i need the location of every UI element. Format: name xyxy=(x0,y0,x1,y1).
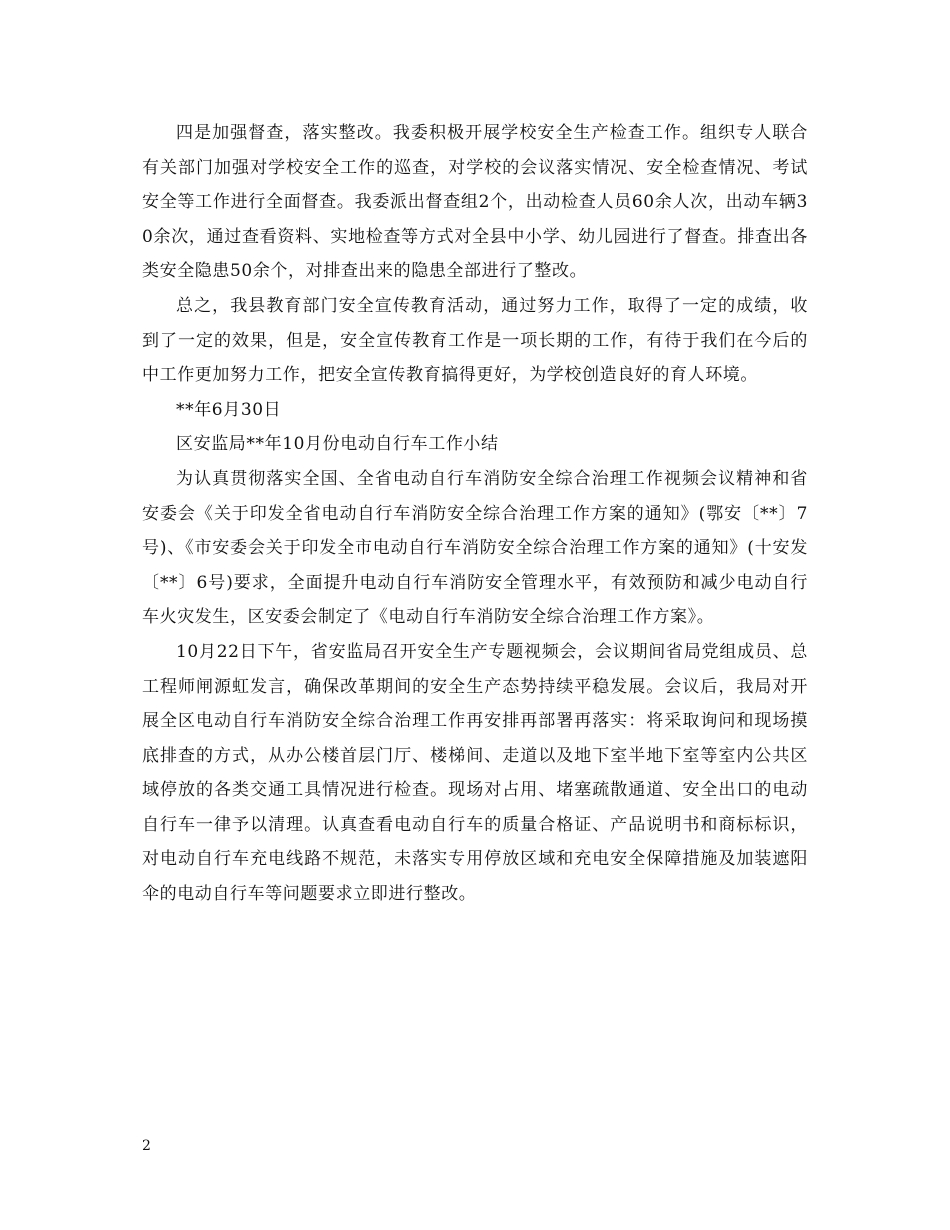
paragraph-date: **年6月30日 xyxy=(176,399,282,420)
paragraph-summary: 总之，我县教育部门安全宣传教育活动，通过努力工作，取得了一定的成绩，收到了一定的效果，但是，安全宣传教育工作是一项长期的工作，有待于我们在今后的中工作更加努力工作，把安全宣传教育搞得更好，为学校创造良好的育人环境。 xyxy=(142,295,808,386)
paragraph-background: 为认真贯彻落实全国、全省电动自行车消防安全综合治理工作视频会议精神和省安委会《关于印发全省电动自行车消防安全综合治理工作方案的通知》(鄂安〔**〕7号)、《市安委会关于印发全市电动自行车消防安全综合治理工作方案的通知》(十安发〔**〕6号)要求，全面提升电动自行车消防安全管理水平，有效预防和减少电动自行车火灾发生，区安委会制定了《电动自行车消防安全综合治理工作方案》。 xyxy=(142,468,808,628)
paragraph-meeting: 10月22日下午，省安监局召开安全生产专题视频会，会议期间省局党组成员、总工程师闸源虹发言，确保改革期间的安全生产态势持续平稳发展。会议后，我局对开展全区电动自行车消防安全综合治理工作再安排再部署再落实：将采取询问和现场摸底排查的方式，从办公楼首层门厅、楼梯间、走道以及地下室半地下室等室内公共区域停放的各类交通工具情况进行检查。现场对占用、堵塞疏散通道、安全出口的电动自行车一律予以清理。认真查看电动自行车的质量合格证、产品说明书和商标标识，对电动自行车充电线路不规范，未落实专用停放区域和充电安全保障措施及加装遮阳伞的电动自行车等问题要求立即进行整改。 xyxy=(142,641,808,905)
paragraph-report-title: 区安监局**年10月份电动自行车工作小结 xyxy=(176,434,499,455)
page-number: 2 xyxy=(142,1138,151,1154)
document-body xyxy=(142,116,808,912)
paragraph-supervision: 四是加强督查，落实整改。我委积极开展学校安全生产检查工作。组织专人联合有关部门加强对学校安全工作的巡查，对学校的会议落实情况、安全检查情况、考试安全等工作进行全面督查。我委派出督查组2个，出动检查人员60余人次，出动车辆30余次，通过查看资料、实地检查等方式对全县中小学、幼儿园进行了督查。排查出各类安全隐患50余个，对排查出来的隐患全部进行了整改。 xyxy=(142,123,808,282)
